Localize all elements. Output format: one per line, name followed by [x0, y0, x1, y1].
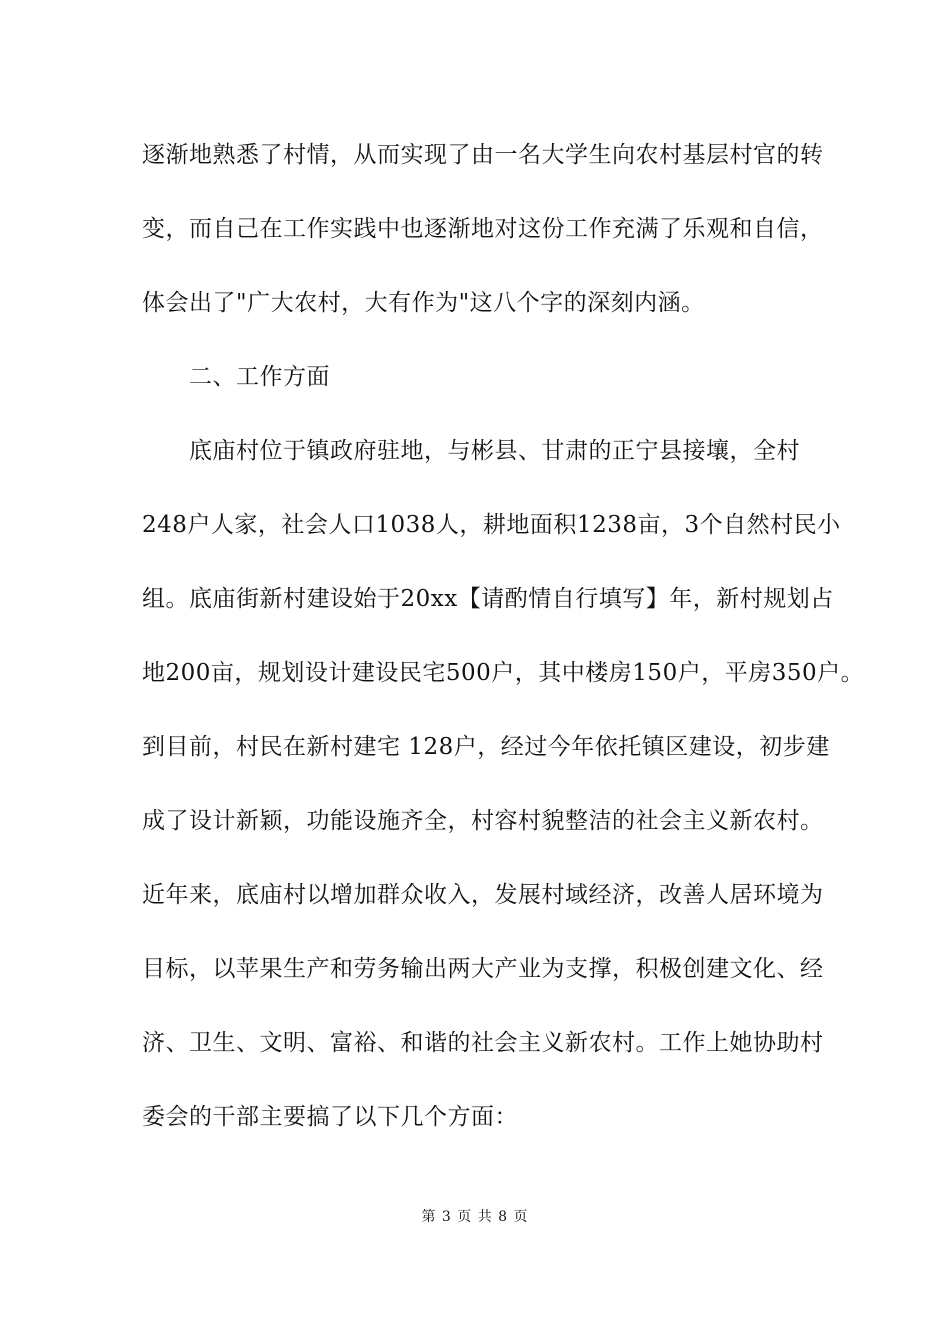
body-line-1: 逐渐地熟悉了村情，从而实现了由一名大学生向农村基层村官的转 [142, 142, 824, 168]
body-line-6: 248户人家，社会人口1038人，耕地面积1238亩，3个自然村民小 [142, 512, 841, 538]
body-line-7: 组。底庙街新村建设始于20xx【请酌情自行填写】年，新村规划占 [142, 586, 834, 612]
section-heading: 二、工作方面 [142, 364, 330, 390]
body-line-12: 目标，以苹果生产和劳务输出两大产业为支撑，积极创建文化、经 [142, 956, 824, 982]
body-line-9: 到目前，村民在新村建宅 128户，经过今年依托镇区建设，初步建 [142, 734, 830, 760]
page-number-footer: 第 3 页 共 8 页 [421, 1209, 529, 1225]
body-line-11: 近年来，底庙村以增加群众收入，发展村域经济，改善人居环境为 [142, 882, 824, 908]
body-line-13: 济、卫生、文明、富裕、和谐的社会主义新农村。工作上她协助村 [142, 1030, 824, 1056]
body-line-14: 委会的干部主要搞了以下几个方面： [142, 1104, 518, 1130]
body-line-3: 体会出了"广大农村，大有作为"这八个字的深刻内涵。 [142, 290, 705, 316]
body-line-10: 成了设计新颖，功能设施齐全，村容村貌整洁的社会主义新农村。 [142, 808, 824, 834]
body-line-8: 地200亩，规划设计建设民宅500户，其中楼房150户，平房350户。 [142, 660, 865, 686]
body-line-2: 变，而自己在工作实践中也逐渐地对这份工作充满了乐观和自信， [142, 216, 824, 242]
body-line-5: 底庙村位于镇政府驻地，与彬县、甘肃的正宁县接壤，全村 [142, 438, 800, 464]
